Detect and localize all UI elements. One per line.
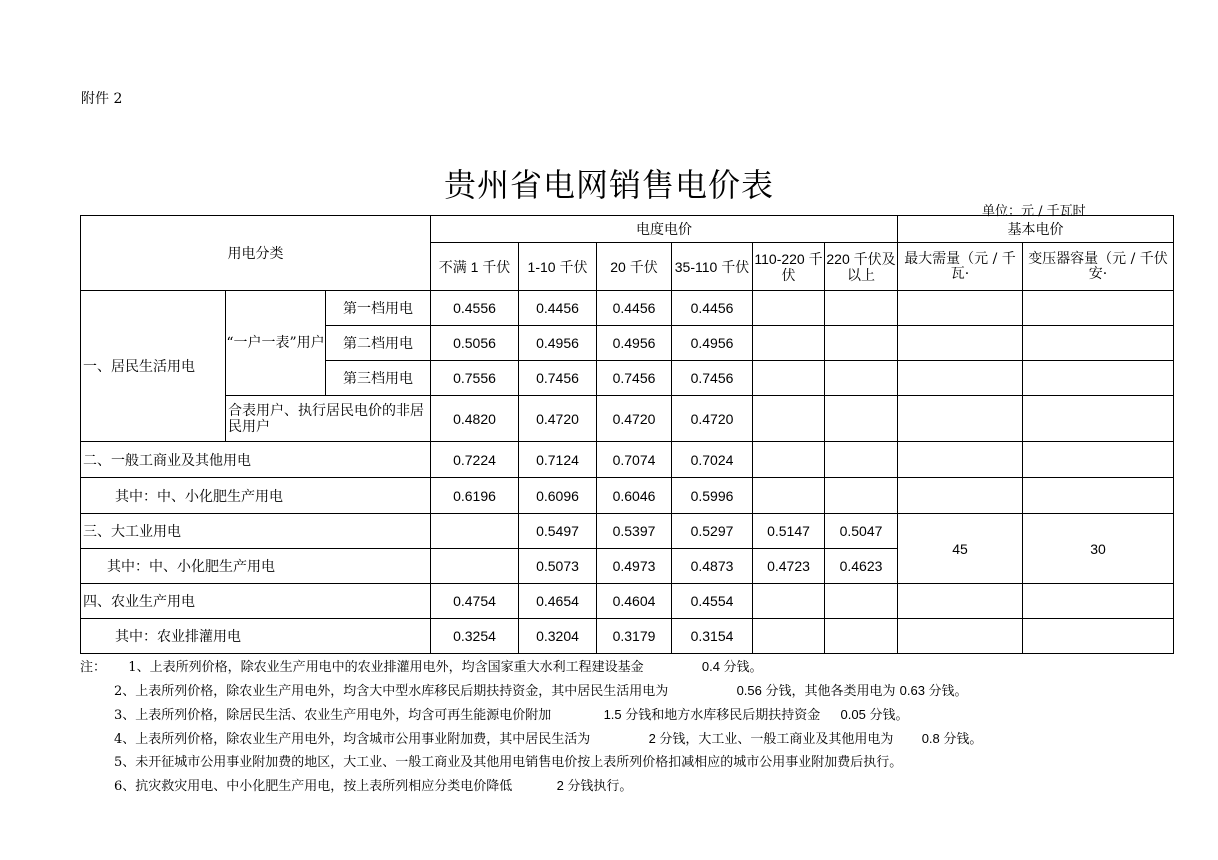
price-cell: 0.6046	[597, 478, 672, 514]
row-label-tier1: 第一档用电	[326, 291, 431, 326]
header-transformer: 变压器容量（元 / 千伏安·	[1023, 243, 1174, 291]
price-cell: 0.7556	[431, 361, 519, 396]
price-cell: 0.4456	[672, 291, 753, 326]
price-cell: 0.5047	[825, 514, 898, 549]
note-6	[80, 774, 982, 798]
header-max-demand: 最大需量（元 / 千瓦·	[898, 243, 1023, 291]
price-cell: 0.4956	[519, 326, 597, 361]
row-label-tier2: 第二档用电	[326, 326, 431, 361]
row-label-large-fert: 其中：中、小化肥生产用电	[81, 549, 431, 584]
price-cell: 0.4820	[431, 396, 519, 442]
note-text: 3、上表所列价格，除居民生活、农业生产用电外，均含可再生能源电价附加	[114, 708, 552, 723]
header-voltage-5: 110-220 千伏	[753, 243, 825, 291]
price-cell: 0.6196	[431, 478, 519, 514]
price-cell: 0.5297	[672, 514, 753, 549]
note-2	[80, 679, 982, 703]
note-text: 1.5 分钱和地方水库移民后期扶持资金	[603, 707, 821, 722]
note-text: 0.05 分钱。	[840, 707, 909, 722]
row-label-general: 二、一般工商业及其他用电	[81, 442, 431, 478]
price-cell: 0.4723	[753, 549, 825, 584]
note-3	[80, 703, 982, 727]
row-label-large: 三、大工业用电	[81, 514, 431, 549]
price-cell: 0.3154	[672, 619, 753, 654]
price-cell: 0.5497	[519, 514, 597, 549]
row-label-one-household: “一户一表”用户	[226, 291, 326, 396]
note-text: 1、上表所列价格，除农业生产用电中的农业排灌用电外，均含国家重大水利工程建设基金	[128, 660, 644, 675]
note-text: 2、上表所列价格，除农业生产用电外，均含大中型水库移民后期扶持资金，其中居民生活用电为	[114, 684, 669, 699]
note-text: 6、抗灾救灾用电、中小化肥生产用电，按上表所列相应分类电价降低	[114, 779, 513, 794]
price-cell: 0.4456	[597, 291, 672, 326]
page-title: 贵州省电网销售电价表	[443, 166, 774, 204]
header-voltage-4: 35-110 千伏	[672, 243, 753, 291]
price-cell: 0.5073	[519, 549, 597, 584]
note-text: 0.56 分钱，其他各类用电为	[736, 683, 896, 698]
price-cell: 0.4720	[519, 396, 597, 442]
header-basic-price: 基本电价	[898, 216, 1174, 243]
price-cell: 0.4754	[431, 584, 519, 619]
price-cell: 0.4456	[519, 291, 597, 326]
price-cell: 0.4956	[672, 326, 753, 361]
price-cell: 0.4556	[431, 291, 519, 326]
price-cell: 0.5996	[672, 478, 753, 514]
attachment-label: 附件 2	[81, 91, 123, 107]
note-text: 5、未开征城市公用事业附加费的地区，大工业、一般工商业及其他用电销售电价按上表所列价格扣减相应的城市公用事业附加费后执行。	[114, 755, 903, 770]
header-voltage-1: 不满 1 千伏	[431, 243, 519, 291]
price-cell: 0.7124	[519, 442, 597, 478]
price-cell: 0.7456	[519, 361, 597, 396]
basic-transformer-value: 30	[1023, 514, 1174, 584]
price-cell: 0.4554	[672, 584, 753, 619]
header-category: 用电分类	[81, 216, 431, 291]
note-text: 0.8 分钱。	[921, 731, 983, 746]
notes	[80, 655, 982, 798]
price-cell: 0.3204	[519, 619, 597, 654]
price-cell: 0.4720	[597, 396, 672, 442]
price-cell: 0.5056	[431, 326, 519, 361]
price-cell: 0.5147	[753, 514, 825, 549]
row-label-tier3: 第三档用电	[326, 361, 431, 396]
note-text: 0.4 分钱。	[701, 659, 763, 674]
row-label-agri: 四、农业生产用电	[81, 584, 431, 619]
note-1	[80, 655, 982, 679]
price-cell: 0.5397	[597, 514, 672, 549]
unit-label: 单位：元 / 千瓦时	[982, 204, 1086, 219]
row-label-residential: 一、居民生活用电	[81, 291, 226, 442]
header-voltage-6: 220 千伏及以上	[825, 243, 898, 291]
price-cell: 0.3254	[431, 619, 519, 654]
price-cell: 0.4973	[597, 549, 672, 584]
price-cell: 0.3179	[597, 619, 672, 654]
header-voltage-2: 1-10 千伏	[519, 243, 597, 291]
price-cell: 0.4720	[672, 396, 753, 442]
row-label-general-fert: 其中：中、小化肥生产用电	[81, 478, 431, 514]
note-text: 2 分钱，大工业、一般工商业及其他用电为	[648, 731, 894, 746]
price-cell: 0.7224	[431, 442, 519, 478]
price-cell: 0.7456	[597, 361, 672, 396]
price-cell: 0.4604	[597, 584, 672, 619]
note-text: 2 分钱执行。	[556, 778, 633, 793]
note-text: 4、上表所列价格，除农业生产用电外，均含城市公用事业附加费，其中居民生活为	[114, 732, 591, 747]
header-energy-price: 电度电价	[431, 216, 898, 243]
price-cell: 0.4654	[519, 584, 597, 619]
price-cell: 0.4623	[825, 549, 898, 584]
price-cell: 0.4873	[672, 549, 753, 584]
row-label-agri-irrigation: 其中：农业排灌用电	[81, 619, 431, 654]
price-cell: 0.7074	[597, 442, 672, 478]
note-5	[80, 751, 982, 774]
basic-max-demand-value: 45	[898, 514, 1023, 584]
price-cell: 0.7024	[672, 442, 753, 478]
price-cell: 0.6096	[519, 478, 597, 514]
price-table	[80, 215, 1174, 654]
notes-prefix: 注：	[80, 660, 107, 675]
row-label-shared: 合表用户、执行居民电价的非居民用户	[226, 396, 431, 442]
note-4	[80, 727, 982, 751]
price-cell: 0.4956	[597, 326, 672, 361]
note-text: 0.63 分钱。	[899, 683, 968, 698]
price-cell: 0.7456	[672, 361, 753, 396]
header-voltage-3: 20 千伏	[597, 243, 672, 291]
